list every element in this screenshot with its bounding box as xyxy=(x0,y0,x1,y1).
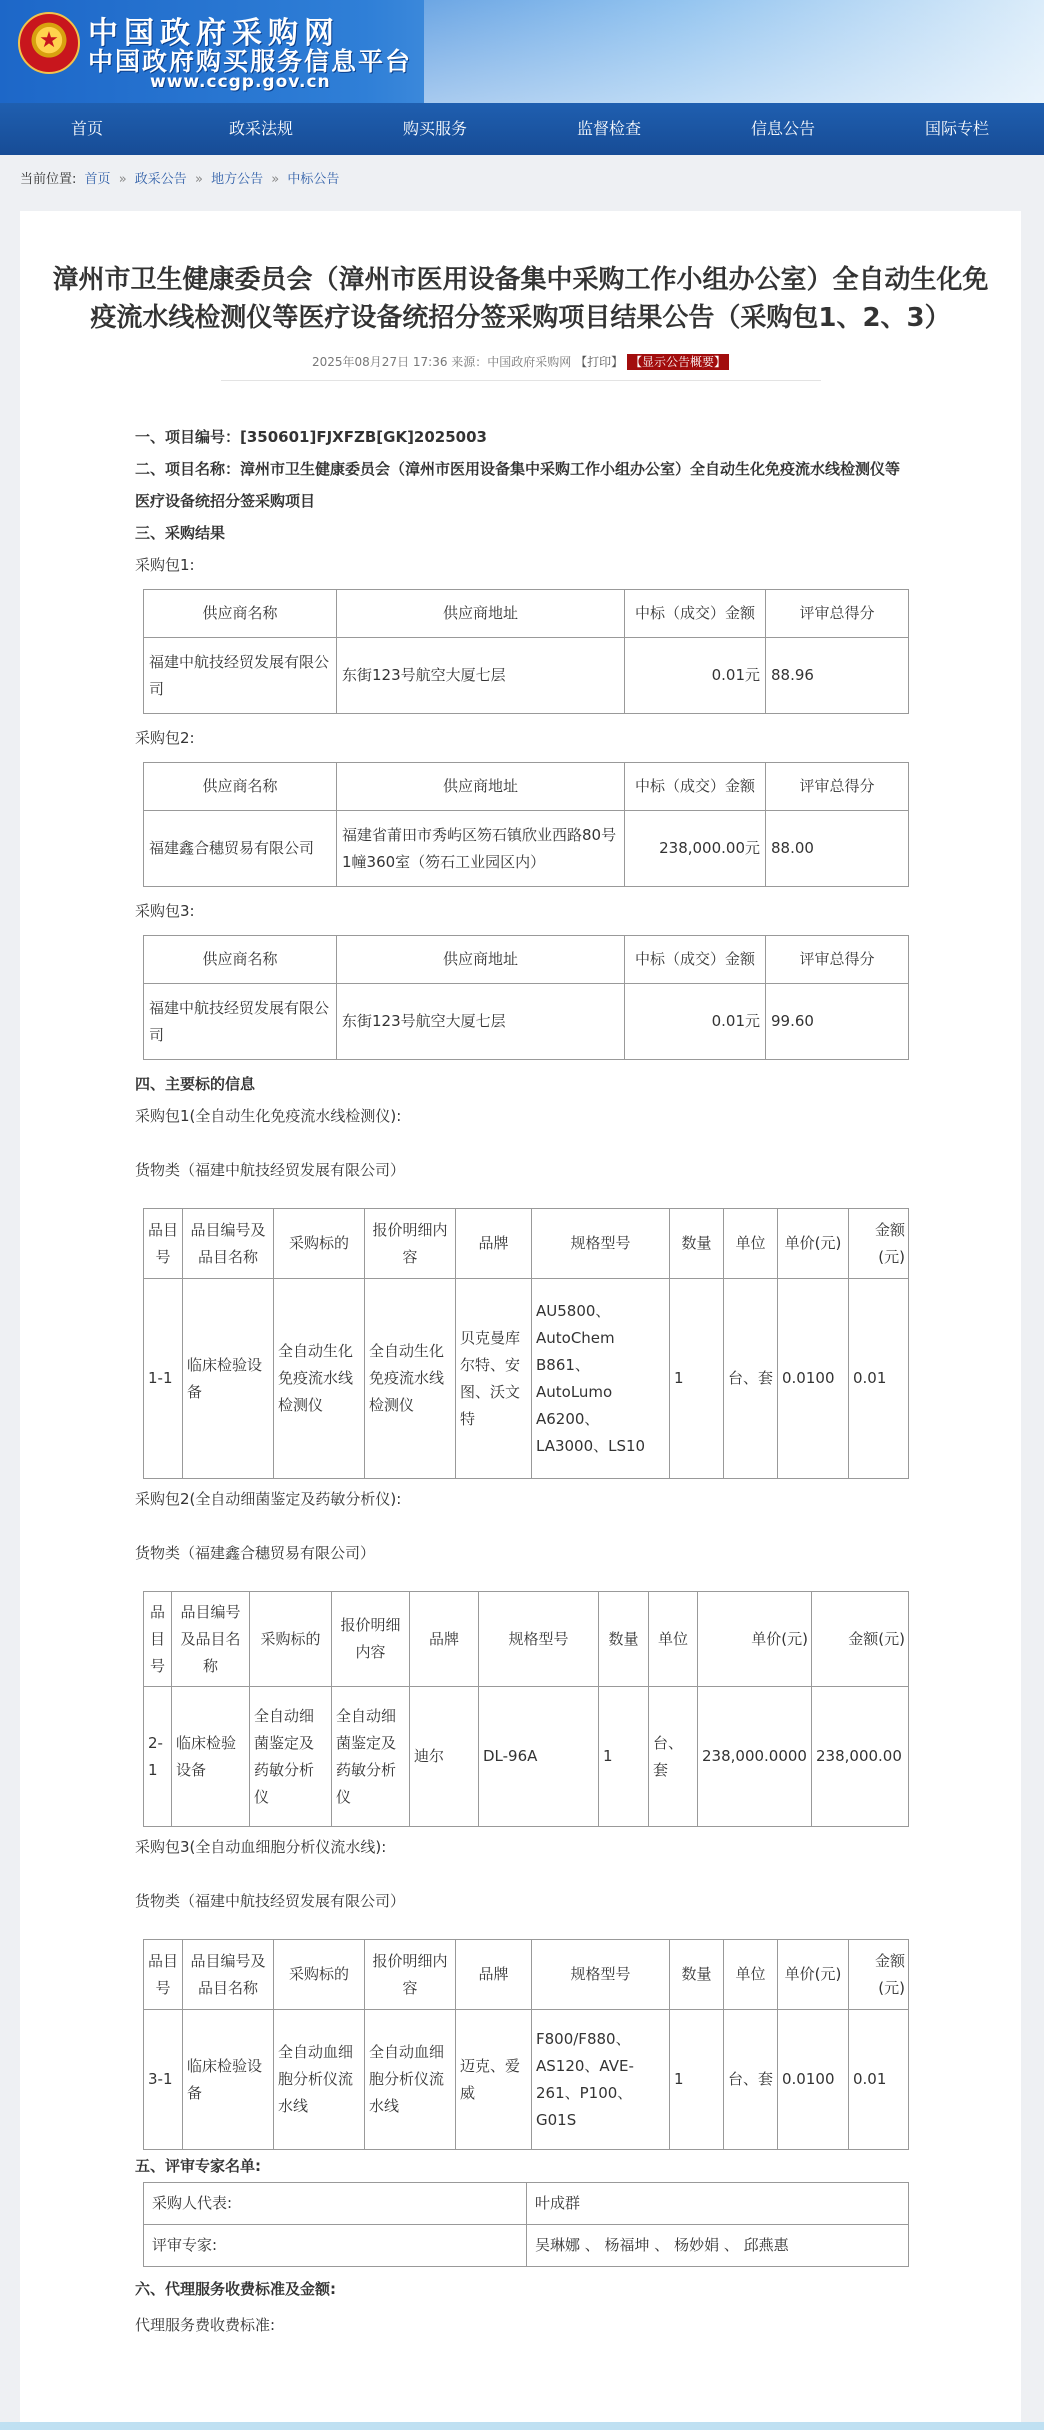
header-amount: 中标（成交）金额 xyxy=(625,763,766,811)
header-model: 规格型号 xyxy=(532,1209,670,1279)
header-background xyxy=(424,0,1044,103)
cell-unit: 台、套 xyxy=(724,2010,778,2150)
table-row xyxy=(144,2225,909,2267)
cell-total: 0.01 xyxy=(849,2010,909,2150)
cell-model: F800/F880、AS120、AVE-261、P100、G01S xyxy=(532,2010,670,2150)
table-header-row xyxy=(144,1592,909,1687)
table-header-row xyxy=(144,1209,909,1279)
table-header-row xyxy=(144,1940,909,2010)
header-target: 采购标的 xyxy=(274,1940,365,2010)
header-score: 评审总得分 xyxy=(766,763,909,811)
cell-unit: 台、套 xyxy=(649,1687,698,1827)
header-brand: 品牌 xyxy=(410,1592,479,1687)
header-address: 供应商地址 xyxy=(337,763,625,811)
header-item-code-name: 品目编号及品目名称 xyxy=(183,1940,274,2010)
nav-home[interactable]: 首页 xyxy=(70,119,103,138)
package-2-result-table xyxy=(143,762,909,887)
show-summary-button[interactable]: 【显示公告概要】 xyxy=(627,354,729,370)
cell-names: 吴琳娜 、 杨福坤 、 杨妙娟 、 邱燕惠 xyxy=(527,2225,909,2267)
cell-target: 全自动细菌鉴定及药敏分析仪 xyxy=(250,1687,332,1827)
header-score: 评审总得分 xyxy=(766,590,909,638)
header-total: 金额(元) xyxy=(849,1209,909,1279)
article-date-source: 2025年08月27日 17:36 来源：中国政府采购网 xyxy=(312,355,572,369)
cell-role: 评审专家: xyxy=(144,2225,527,2267)
header-total: 金额(元) xyxy=(849,1940,909,2010)
cell-unit-price: 0.0100 xyxy=(778,2010,849,2150)
item-package-3-table xyxy=(143,1939,909,2150)
cell-unit-price: 238,000.0000 xyxy=(698,1687,812,1827)
site-header xyxy=(0,0,1044,103)
section-project-name: 二、项目名称：漳州市卫生健康委员会（漳州市医用设备集中采购工作小组办公室）全自动生化免疫流水线检测仪等医疗设备统招分签采购项目 xyxy=(135,460,901,510)
section-fee-heading: 六、代理服务收费标准及金额: xyxy=(135,2280,336,2298)
cell-score: 88.00 xyxy=(766,811,909,887)
nav-supervision[interactable]: 监督检查 xyxy=(576,119,641,138)
table-row xyxy=(144,984,909,1060)
main-nav xyxy=(0,103,1044,155)
breadcrumb-separator: » xyxy=(194,172,203,187)
header-unit: 单位 xyxy=(724,1209,778,1279)
article-title: 漳州市卫生健康委员会（漳州市医用设备集中采购工作小组办公室）全自动生化免疫流水线检测仪等医疗设备统招分签采购项目结果公告（采购包1、2、3） xyxy=(52,265,989,333)
site-url: www.ccgp.gov.cn xyxy=(150,72,331,92)
cell-qty: 1 xyxy=(599,1687,649,1827)
table-row xyxy=(144,811,909,887)
header-item-no: 品目号 xyxy=(144,1592,172,1687)
header-target: 采购标的 xyxy=(274,1209,365,1279)
cell-model: AU5800、AutoChem B861、AutoLumo A6200、LA3000、LS10 xyxy=(532,1279,670,1479)
header-address: 供应商地址 xyxy=(337,936,625,984)
cell-total: 238,000.00 xyxy=(812,1687,909,1827)
section-experts-heading: 五、评审专家名单: xyxy=(135,2157,261,2175)
table-row xyxy=(144,1279,909,1479)
item-package-1-label: 采购包1(全自动生化免疫流水线检测仪): xyxy=(135,1107,402,1125)
header-supplier: 供应商名称 xyxy=(144,763,337,811)
cell-names: 叶成群 xyxy=(527,2183,909,2225)
package-2-label: 采购包2: xyxy=(135,729,195,747)
item-package-3-label: 采购包3(全自动血细胞分析仪流水线): xyxy=(135,1838,387,1856)
national-emblem-icon xyxy=(18,12,80,74)
header-brand: 品牌 xyxy=(456,1940,532,2010)
item-package-1-table xyxy=(143,1208,909,1479)
header-model: 规格型号 xyxy=(479,1592,599,1687)
header-amount: 中标（成交）金额 xyxy=(625,590,766,638)
header-detail: 报价明细内容 xyxy=(365,1940,456,2010)
cell-role: 采购人代表: xyxy=(144,2183,527,2225)
header-amount: 中标（成交）金额 xyxy=(625,936,766,984)
cell-detail: 全自动血细胞分析仪流水线 xyxy=(365,2010,456,2150)
cell-detail: 全自动生化免疫流水线检测仪 xyxy=(365,1279,456,1479)
header-qty: 数量 xyxy=(670,1209,724,1279)
cell-supplier: 福建中航技经贸发展有限公司 xyxy=(144,638,337,714)
site-logo-subtitle: 中国政府购买服务信息平台 xyxy=(88,47,413,76)
package-1-label: 采购包1: xyxy=(135,556,195,574)
cell-qty: 1 xyxy=(670,1279,724,1479)
header-item-code-name: 品目编号及品目名称 xyxy=(172,1592,250,1687)
header-unit: 单位 xyxy=(649,1592,698,1687)
item-package-1-category: 货物类（福建中航技经贸发展有限公司） xyxy=(135,1161,406,1179)
cell-supplier: 福建中航技经贸发展有限公司 xyxy=(144,984,337,1060)
cell-address: 东街123号航空大厦七层 xyxy=(337,638,625,714)
breadcrumb xyxy=(0,155,1044,205)
article-meta xyxy=(20,353,1021,370)
header-total: 金额(元) xyxy=(812,1592,909,1687)
experts-table xyxy=(143,2182,909,2267)
cell-amount: 0.01元 xyxy=(625,638,766,714)
header-qty: 数量 xyxy=(670,1940,724,2010)
article-body xyxy=(20,381,1021,2341)
breadcrumb-home[interactable]: 首页 xyxy=(84,172,111,187)
header-model: 规格型号 xyxy=(532,1940,670,2010)
header-target: 采购标的 xyxy=(250,1592,332,1687)
nav-regulations[interactable]: 政采法规 xyxy=(228,119,293,138)
cell-target: 全自动生化免疫流水线检测仪 xyxy=(274,1279,365,1479)
table-row xyxy=(144,2183,909,2225)
cell-model: DL-96A xyxy=(479,1687,599,1827)
cell-total: 0.01 xyxy=(849,1279,909,1479)
nav-purchase-services[interactable]: 购买服务 xyxy=(402,119,467,138)
section-main-items-heading: 四、主要标的信息 xyxy=(135,1075,256,1093)
item-package-2-label: 采购包2(全自动细菌鉴定及药敏分析仪): xyxy=(135,1490,402,1508)
cell-item-no: 3-1 xyxy=(144,2010,183,2150)
header-unit-price: 单价(元) xyxy=(778,1209,849,1279)
breadcrumb-separator: » xyxy=(118,172,127,187)
cell-item-name: 临床检验设备 xyxy=(183,2010,274,2150)
table-row xyxy=(144,638,909,714)
cell-brand: 迪尔 xyxy=(410,1687,479,1827)
breadcrumb-local[interactable]: 地方公告 xyxy=(211,172,264,187)
cell-target: 全自动血细胞分析仪流水线 xyxy=(274,2010,365,2150)
breadcrumb-prefix: 当前位置: xyxy=(20,172,77,187)
header-detail: 报价明细内容 xyxy=(332,1592,410,1687)
cell-score: 99.60 xyxy=(766,984,909,1060)
cell-brand: 迈克、爱威 xyxy=(456,2010,532,2150)
item-package-3-category: 货物类（福建中航技经贸发展有限公司） xyxy=(135,1892,406,1910)
cell-score: 88.96 xyxy=(766,638,909,714)
header-item-no: 品目号 xyxy=(144,1209,183,1279)
nav-announcements[interactable]: 信息公告 xyxy=(750,119,815,138)
cell-amount: 238,000.00元 xyxy=(625,811,766,887)
cell-brand: 贝克曼库尔特、安图、沃文特 xyxy=(456,1279,532,1479)
header-unit-price: 单价(元) xyxy=(698,1592,812,1687)
header-supplier: 供应商名称 xyxy=(144,590,337,638)
header-score: 评审总得分 xyxy=(766,936,909,984)
cell-qty: 1 xyxy=(670,2010,724,2150)
section-results-heading: 三、采购结果 xyxy=(135,524,226,542)
table-header-row xyxy=(144,590,909,638)
cell-item-no: 2-1 xyxy=(144,1687,172,1827)
table-row xyxy=(144,2010,909,2150)
cell-unit-price: 0.0100 xyxy=(778,1279,849,1479)
header-item-code-name: 品目编号及品目名称 xyxy=(183,1209,274,1279)
header-unit: 单位 xyxy=(724,1940,778,2010)
header-supplier: 供应商名称 xyxy=(144,936,337,984)
header-brand: 品牌 xyxy=(456,1209,532,1279)
package-1-result-table xyxy=(143,589,909,714)
bottom-bar xyxy=(0,2422,1044,2430)
package-3-result-table xyxy=(143,935,909,1060)
cell-unit: 台、套 xyxy=(724,1279,778,1479)
fee-standard-label: 代理服务费收费标准: xyxy=(135,2316,276,2334)
table-header-row xyxy=(144,763,909,811)
cell-address: 福建省莆田市秀屿区笏石镇欣业西路80号1幢360室（笏石工业园区内） xyxy=(337,811,625,887)
header-unit-price: 单价(元) xyxy=(778,1940,849,2010)
cell-detail: 全自动细菌鉴定及药敏分析仪 xyxy=(332,1687,410,1827)
site-logo-title[interactable]: 中国政府采购网 xyxy=(88,16,340,51)
cell-amount: 0.01元 xyxy=(625,984,766,1060)
item-package-2-table xyxy=(143,1591,909,1827)
item-package-2-category: 货物类（福建鑫合穗贸易有限公司） xyxy=(135,1544,376,1562)
cell-address: 东街123号航空大厦七层 xyxy=(337,984,625,1060)
breadcrumb-separator: » xyxy=(271,172,280,187)
header-qty: 数量 xyxy=(599,1592,649,1687)
table-header-row xyxy=(144,936,909,984)
header-item-no: 品目号 xyxy=(144,1940,183,2010)
print-link[interactable]: 【打印】 xyxy=(575,355,624,369)
package-3-label: 采购包3: xyxy=(135,902,195,920)
section-project-number: 一、项目编号：[350601]FJXFZB[GK]2025003 xyxy=(135,428,487,446)
table-row xyxy=(144,1687,909,1827)
article-container xyxy=(20,211,1021,2430)
cell-item-name: 临床检验设备 xyxy=(183,1279,274,1479)
nav-international[interactable]: 国际专栏 xyxy=(924,119,989,138)
header-address: 供应商地址 xyxy=(337,590,625,638)
breadcrumb-procurement[interactable]: 政采公告 xyxy=(134,172,187,187)
cell-item-name: 临床检验设备 xyxy=(172,1687,250,1827)
cell-item-no: 1-1 xyxy=(144,1279,183,1479)
cell-supplier: 福建鑫合穗贸易有限公司 xyxy=(144,811,337,887)
breadcrumb-award[interactable]: 中标公告 xyxy=(287,172,340,187)
header-detail: 报价明细内容 xyxy=(365,1209,456,1279)
